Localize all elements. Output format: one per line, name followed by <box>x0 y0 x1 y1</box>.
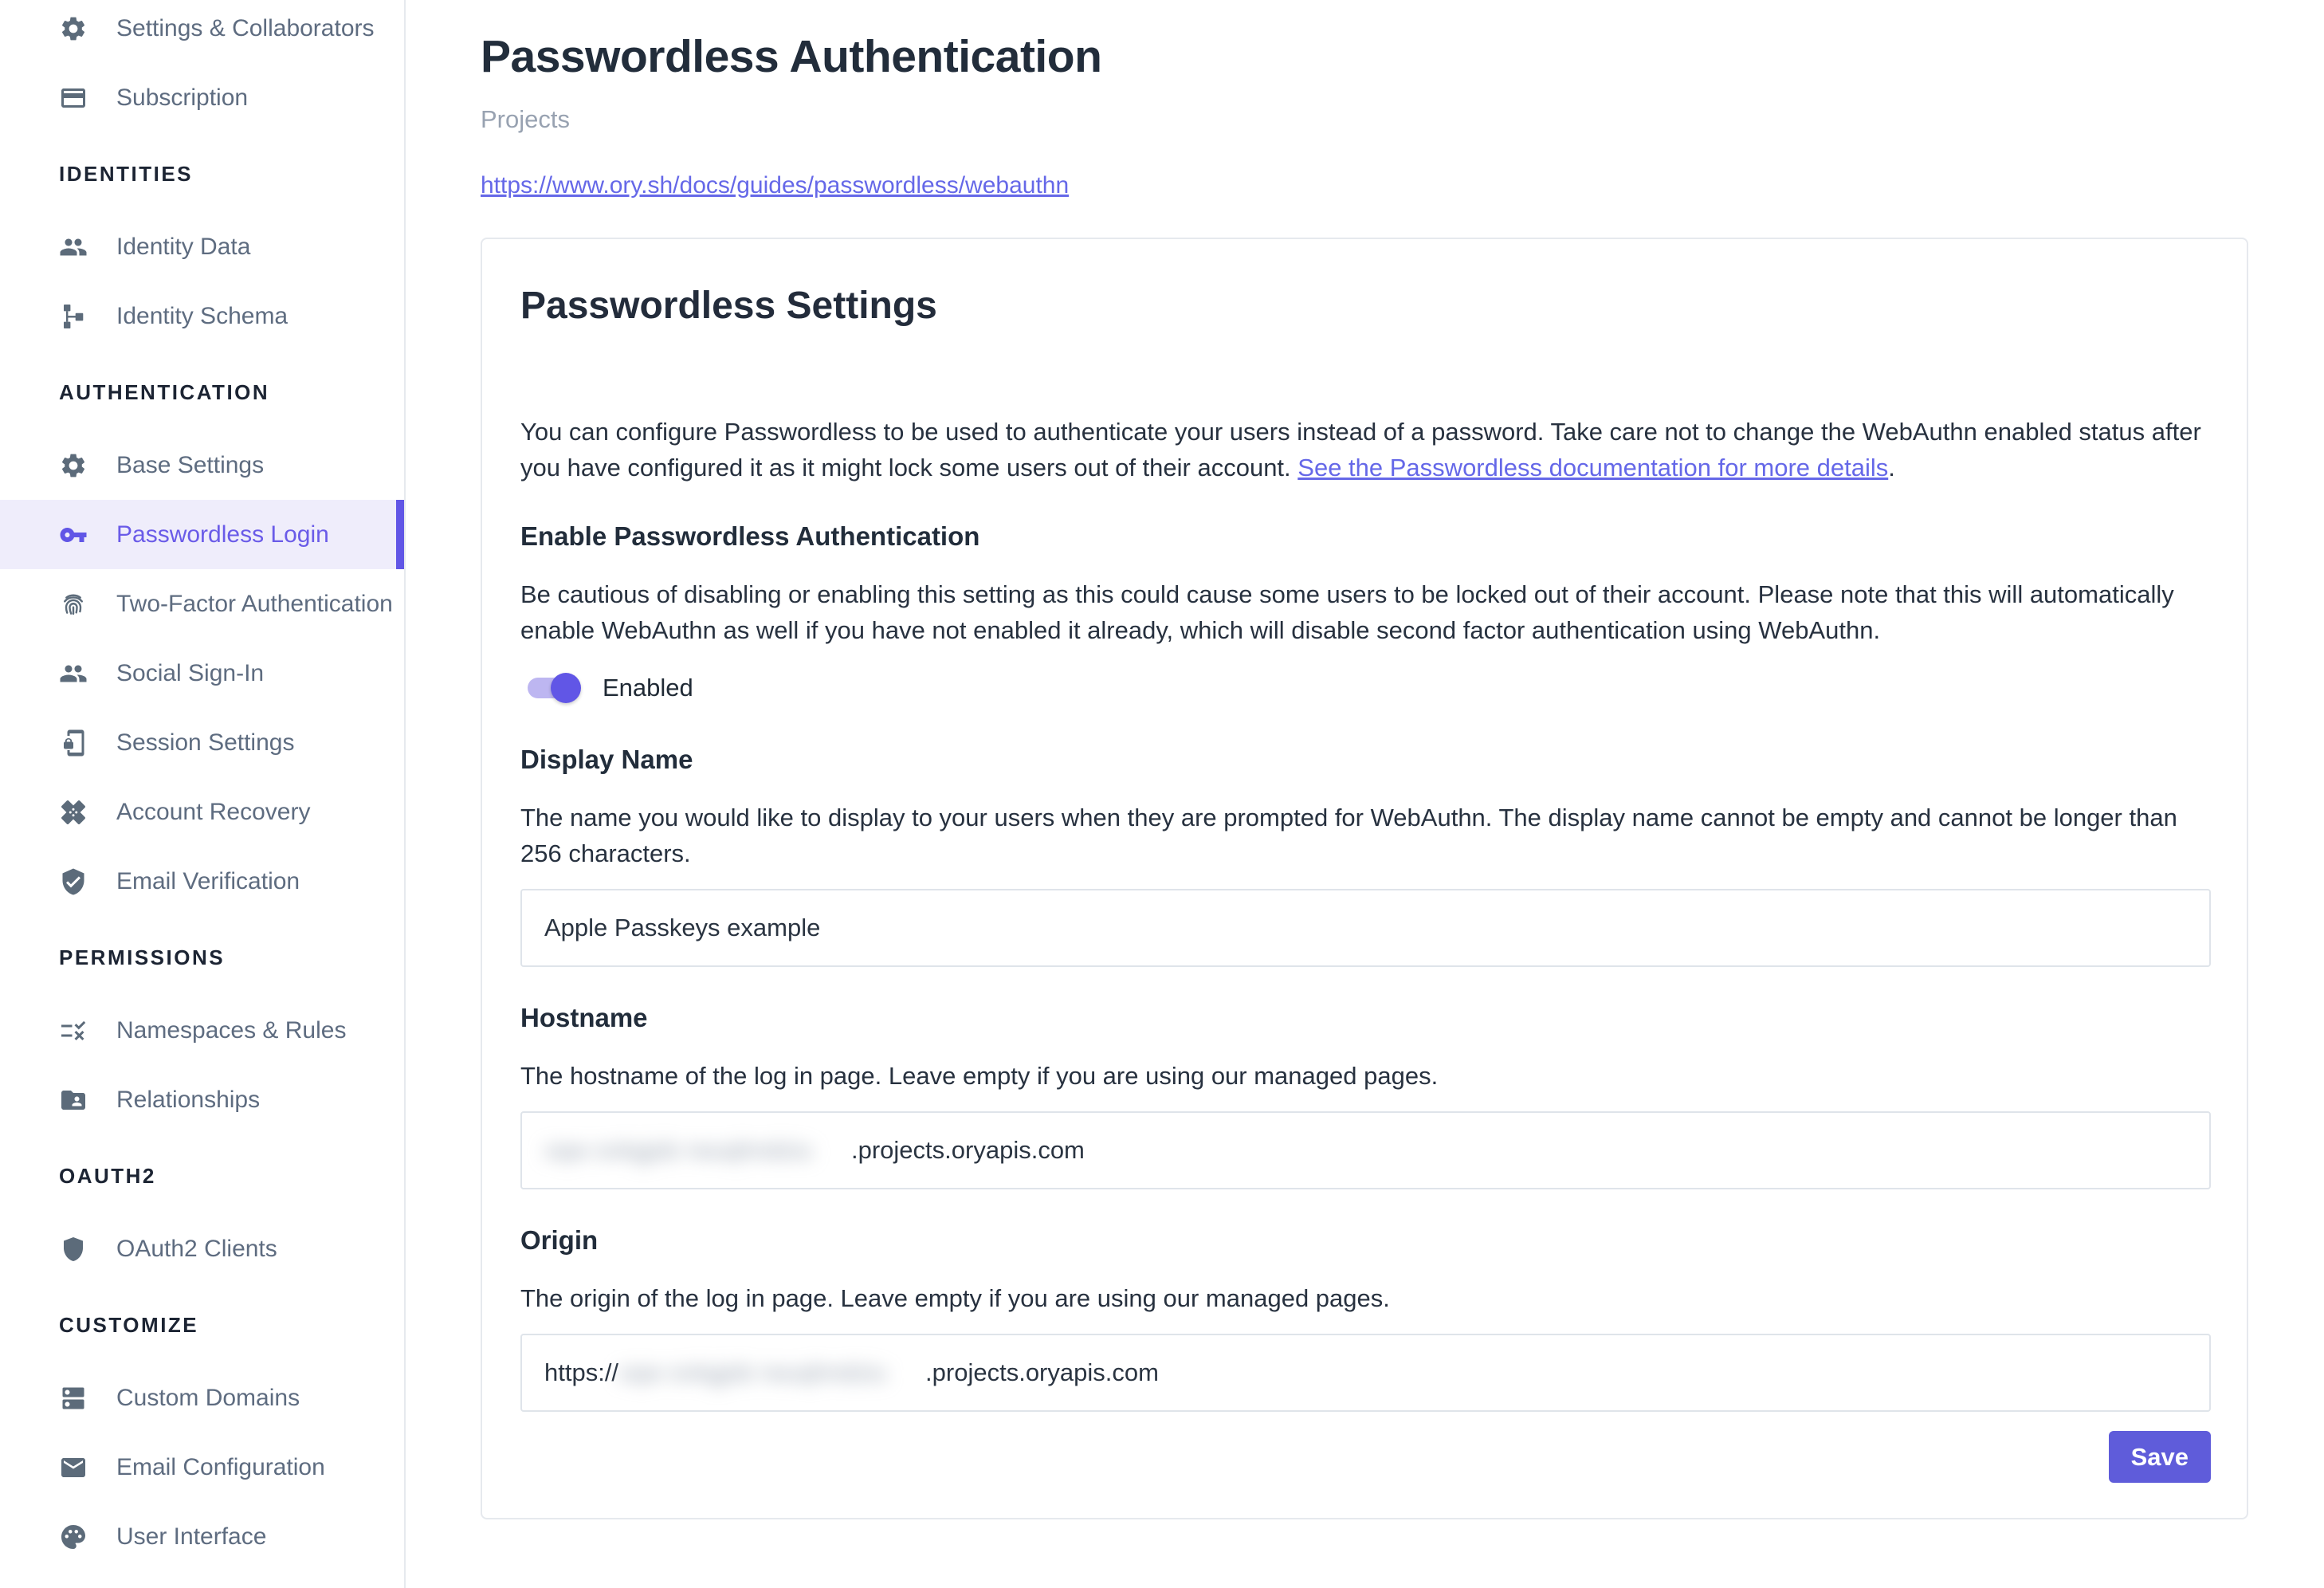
sidebar-item-session-settings[interactable] <box>0 708 404 777</box>
page-subtitle: Projects <box>481 105 570 133</box>
toggle-label: Enabled <box>603 674 693 702</box>
sidebar-item-subscription[interactable] <box>0 63 404 132</box>
sidebar-item-label: Passwordless Login <box>116 521 329 548</box>
folder-user-icon <box>59 1086 88 1114</box>
healing-icon <box>59 798 88 827</box>
display-name-input[interactable] <box>520 889 2211 967</box>
display-name-heading: Display Name <box>520 745 693 774</box>
sidebar-item-namespaces-rules[interactable] <box>0 996 404 1065</box>
nav-section-authentication: AUTHENTICATION <box>59 379 270 404</box>
page-title: Passwordless Authentication <box>481 31 1102 82</box>
schema-icon <box>59 302 88 331</box>
intro-suffix: . <box>1888 454 1895 482</box>
sidebar <box>0 0 406 1588</box>
rule-icon <box>59 1016 88 1045</box>
shield-check-icon <box>59 867 88 896</box>
people-icon <box>59 659 88 688</box>
hostname-redacted-segment: xqw ovkgjsb rwuqhndziu <box>544 1136 813 1164</box>
origin-redacted-segment: xqw ovkgjsb rwuqhndziu <box>618 1358 887 1386</box>
fingerprint-icon <box>59 590 88 619</box>
sidebar-item-label: Email Configuration <box>116 1453 325 1480</box>
save-button[interactable]: Save <box>2109 1431 2211 1483</box>
sidebar-item-settings-collaborators[interactable] <box>0 0 404 63</box>
dns-icon <box>59 1384 88 1413</box>
sidebar-item-label: Subscription <box>116 84 249 111</box>
nav-section-oauth2: OAUTH2 <box>59 1163 156 1188</box>
origin-input[interactable] <box>520 1334 2211 1412</box>
sidebar-item-user-interface[interactable] <box>0 1502 404 1571</box>
sidebar-item-relationships[interactable] <box>0 1065 404 1134</box>
enable-toggle-row <box>520 667 2211 709</box>
doc-link[interactable]: https://www.ory.sh/docs/guides/passwordless/webauthn <box>481 172 1070 198</box>
origin-description: The origin of the log in page. Leave empty if you are using our managed pages. <box>520 1284 1390 1312</box>
passwordless-enabled-toggle[interactable] <box>528 678 579 698</box>
sidebar-item-label: OAuth2 Clients <box>116 1235 277 1262</box>
display-name-description: The name you would like to display to your users when they are prompted for WebAuthn. The display name cannot be empty and cannot be longer than 256 characters. <box>520 804 2177 867</box>
sidebar-item-email-configuration[interactable] <box>0 1433 404 1502</box>
shield-icon <box>59 1235 88 1264</box>
nav-section-permissions: PERMISSIONS <box>59 945 226 969</box>
sidebar-item-label: User Interface <box>116 1523 267 1550</box>
sidebar-item-label: Settings & Collaborators <box>116 14 375 41</box>
main-content <box>407 0 2324 1588</box>
palette-icon <box>59 1523 88 1551</box>
save-row <box>520 1431 2211 1483</box>
sidebar-item-label: Two-Factor Authentication <box>116 590 393 617</box>
sidebar-item-label: Relationships <box>116 1086 261 1113</box>
sidebar-item-label: Identity Schema <box>116 302 289 329</box>
hostname-suffix: .projects.oryapis.com <box>851 1136 1085 1164</box>
credit-card-icon <box>59 84 88 112</box>
key-icon <box>59 521 88 549</box>
sidebar-item-passwordless-login[interactable] <box>0 500 404 569</box>
intro-text: You can configure Passwordless to be used to authenticate your users instead of a password. Take care not to change the WebAuthn enabled status after you have configured it as it might lock some users out of their account. <box>520 418 2201 482</box>
people-icon <box>59 233 88 261</box>
passwordless-settings-card <box>481 238 2248 1519</box>
sidebar-item-label: Identity Data <box>116 233 251 260</box>
sidebar-item-social-sign-in[interactable] <box>0 639 404 708</box>
nav-section-customize: CUSTOMIZE <box>59 1312 199 1337</box>
sidebar-item-label: Account Recovery <box>116 798 311 825</box>
sidebar-item-label: Custom Domains <box>116 1384 300 1411</box>
sidebar-item-oauth2-clients[interactable] <box>0 1214 404 1283</box>
sidebar-item-email-verification[interactable] <box>0 847 404 916</box>
sidebar-item-label: Namespaces & Rules <box>116 1016 347 1044</box>
sidebar-item-custom-domains[interactable] <box>0 1363 404 1433</box>
toggle-thumb <box>551 673 581 703</box>
sidebar-item-identity-schema[interactable] <box>0 281 404 351</box>
sidebar-item-label: Base Settings <box>116 451 265 478</box>
sidebar-item-label: Session Settings <box>116 729 295 756</box>
enable-passwordless-heading: Enable Passwordless Authentication <box>520 521 980 551</box>
phone-lock-icon <box>59 729 88 757</box>
sidebar-item-label: Social Sign-In <box>116 659 265 686</box>
origin-heading: Origin <box>520 1225 599 1255</box>
gear-icon <box>59 451 88 480</box>
hostname-input[interactable] <box>520 1111 2211 1189</box>
sidebar-item-identity-data[interactable] <box>0 212 404 281</box>
nav-section-identities: IDENTITIES <box>59 161 194 186</box>
intro-paragraph <box>520 414 2211 485</box>
gear-icon <box>59 14 88 43</box>
mail-icon <box>59 1453 88 1482</box>
hostname-heading: Hostname <box>520 1003 648 1032</box>
passwordless-doc-link[interactable]: See the Passwordless documentation for more details <box>1297 454 1889 482</box>
enable-passwordless-description: Be cautious of disabling or enabling this setting as this could cause some users to be locked out of their account. Please note that this will automatically enable WebAuthn as well if you have not enabled it already, which will disable second factor authentication using WebAuthn. <box>520 580 2174 644</box>
sidebar-item-two-factor-authentication[interactable] <box>0 569 404 639</box>
sidebar-item-base-settings[interactable] <box>0 430 404 500</box>
origin-prefix: https:// <box>544 1358 619 1386</box>
hostname-description: The hostname of the log in page. Leave empty if you are using our managed pages. <box>520 1062 1439 1090</box>
sidebar-item-account-recovery[interactable] <box>0 777 404 847</box>
origin-suffix: .projects.oryapis.com <box>925 1358 1159 1386</box>
sidebar-nav-list <box>0 0 404 1571</box>
card-title: Passwordless Settings <box>520 285 937 327</box>
sidebar-item-label: Email Verification <box>116 867 300 894</box>
